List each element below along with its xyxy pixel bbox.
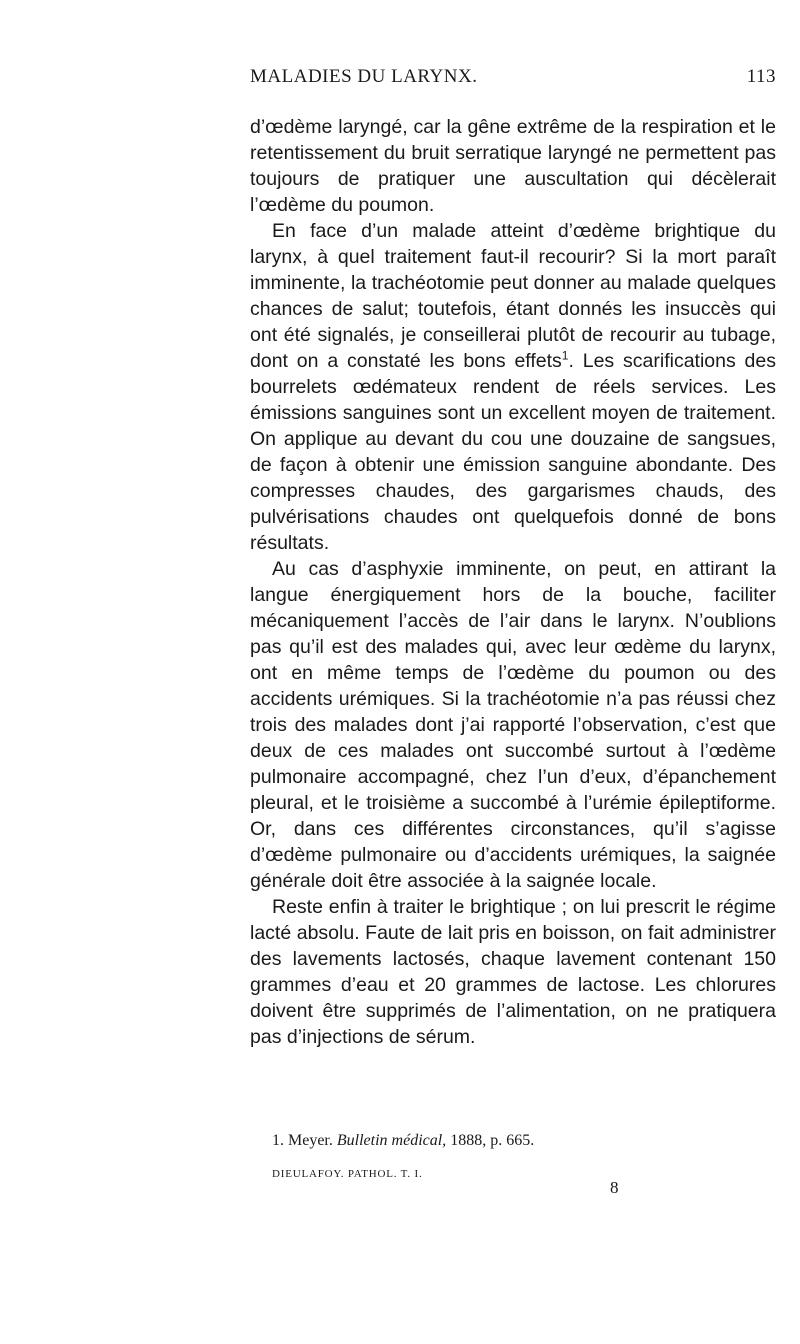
- paragraph-1: d’œdème laryngé, car la gêne extrême de la respiration et le retentissement du bruit serratique laryngé ne permettent pas toujours de pratiquer une auscultation qui décèlerait l’œdème du poumon.: [250, 116, 776, 216]
- paragraph-2-text-a: En face d’un malade atteint d’œdème brightique du larynx, à quel traitement faut-il recourir? Si la mort paraît imminente, la trachéotomie peut donner au malade quelques chances de salut; toutefois, étant donnés les insuccès qui ont été signalés, je conseillerai plutôt de recourir au tubage, dont on a constaté les bons effets: [250, 220, 776, 372]
- paragraph-3: Au cas d’asphyxie imminente, on peut, en attirant la langue énergiquement hors de la bouche, faciliter mécaniquement l’accès de l’air dans le larynx. N’oublions pas qu’il est des malades qui, avec leur œdème du larynx, ont en même temps de l’œdème du poumon ou des accidents urémiques. Si la trachéotomie n’a pas réussi chez trois des malades dont j’ai rapporté l’observation, c’est que deux de ces malades ont succombé surtout à l’œdème pulmonaire accompagné, chez l’un d’eux, d’épanchement pleural, et le troisième a succombé à l’urémie épileptiforme. Or, dans ces différentes circonstances, qu’il s’agisse d’œdème pulmonaire ou d’accidents urémiques, la saignée générale doit être associée à la saignée locale.: [250, 558, 776, 892]
- signature-line: [272, 1168, 776, 1208]
- body-text: [250, 114, 776, 1050]
- sheet-number: 8: [610, 1178, 619, 1197]
- paragraph-4: Reste enfin à traiter le brightique ; on lui prescrit le régime lacté absolu. Faute de lait pris en boisson, on fait administrer des lavements lactosés, chaque lavement contenant 150 grammes d’eau et 20 grammes de lactose. Les chlorures doivent être supprimés de l’alimentation, on ne pratiquera pas d’injections de sérum.: [250, 896, 776, 1048]
- footnote-details: 1888, p. 665.: [450, 1132, 535, 1149]
- footnote-number: 1.: [272, 1132, 284, 1149]
- footnote-journal: Bulletin médical,: [336, 1132, 447, 1149]
- page-number: 113: [746, 66, 776, 87]
- footnote-author: Meyer.: [288, 1132, 333, 1149]
- footnote-marker: 1: [561, 348, 569, 363]
- paragraph-2-text-b: . Les scarifications des bourrelets œdémateux rendent de réels services. Les émissions sanguines sont un excellent moyen de traitement. On applique au devant du cou une douzaine de sangsues, de façon à obtenir une émission sanguine abondante. Des compresses chaudes, des gargarismes chauds, des pulvérisations chaudes ont quelquefois donné de bons résultats.: [250, 350, 777, 554]
- running-title: MALADIES DU LARYNX.: [250, 66, 478, 87]
- paragraph-2: [250, 218, 776, 556]
- printer-signature: DIEULAFOY. PATHOL. T. I.: [272, 1168, 423, 1180]
- page-header: [250, 66, 776, 96]
- footnote: [272, 1132, 776, 1150]
